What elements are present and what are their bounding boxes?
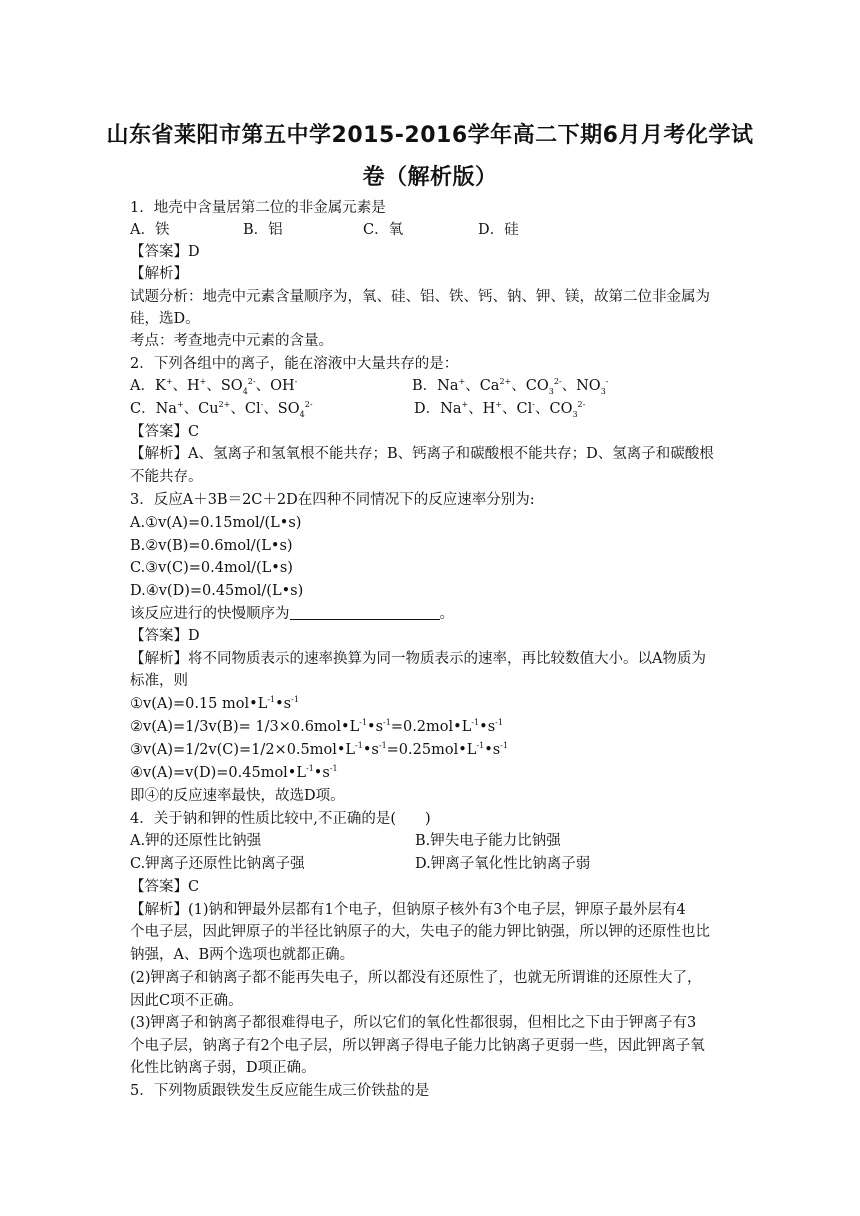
q4-option-d: D.钾离子氧化性比钠离子弱 (415, 856, 591, 872)
q1-stem: 1．地壳中含量居第二位的非金属元素是 (130, 200, 386, 216)
q3-calc-1: ①v(A)=0.15 $mol•L^{-1}•s^{-1}$ (130, 695, 299, 712)
q4-analysis-3-line-1: (3)钾离子和钠离子都很难得电子，所以它们的氧化性都很弱，但相比之下由于钾离子有3 (130, 1015, 697, 1031)
q3-answer: 【答案】D (130, 628, 200, 644)
q5-stem: 5．下列物质跟铁发生反应能生成三价铁盐的是 (130, 1083, 430, 1099)
q3-option-c: C.③v(C)=0.4mol/(L•s) (130, 560, 293, 576)
q3-question-text: 该反应进行的快慢顺序为 (130, 606, 290, 622)
q3-analysis-line-1: 【解析】将不同物质表示的速率换算为同一物质表示的速率，再比较数值大小。以A物质为 (130, 651, 706, 667)
q2-option-a: A．K+、H+、$SO_4^{2-}$、OH- (130, 377, 298, 396)
q2-option-c: C．Na+、$Cu^{2+}$、Cl-、$SO_4^{2-}$ (130, 400, 313, 419)
document-title-line-2: 卷（解析版） (362, 165, 498, 190)
q1-point: 考点：考查地壳中元素的含量。 (130, 333, 333, 349)
q3-calc-2: ②v(A)=1/3v(B)= $1/3\times 0.6mol•L^{-1}•s^{-1}=0.2mol•L^{-1}•s^{-1}$ (130, 718, 503, 735)
q3-question (130, 604, 730, 624)
q3-option-d: D.④v(D)=0.45mol/(L•s) (130, 583, 304, 599)
q3-option-b: B.②v(B)=0.6mol/(L•s) (130, 538, 293, 554)
q4-analysis-1-line-3: 钠强，A、B两个选项也就都正确。 (130, 947, 355, 963)
q4-analysis-1-line-1: 【解析】(1)钠和钾最外层都有1个电子，但钠原子核外有3个电子层，钾原子最外层有4 (130, 902, 686, 918)
q2-option-d: D．Na+、H+、Cl-、$CO_3^{2-}$ (414, 400, 586, 419)
q4-answer: 【答案】C (130, 879, 200, 895)
q1-option-c: C．氧 (363, 222, 404, 238)
q4-stem: 4．关于钠和钾的性质比较中,不正确的是( ) (130, 811, 431, 827)
q2-analysis-line-2: 不能共存。 (130, 469, 203, 485)
q3-calc-4: $④v(A)=v(D)=0.45mol•L^{-1}•s^{-1}$ (130, 764, 338, 781)
q1-analysis-line-1: 试题分析：地壳中元素含量顺序为，氧、硅、铝、铁、钙、钠、钾、镁，故第二位非金属为 (130, 289, 710, 305)
q3-question-end: 。 (439, 606, 454, 622)
answer-blank (290, 605, 440, 620)
q3-conclusion: 即④的反应速率最快，故选D项。 (130, 788, 345, 804)
document-title-line-1: 山东省莱阳市第五中学2015-2016学年高二下期6月月考化学试 (106, 123, 754, 148)
q4-option-a: A.钾的还原性比钠强 (130, 833, 262, 849)
q4-option-b: B.钾失电子能力比钠强 (415, 833, 561, 849)
q3-option-a: A.①v(A)=0.15mol/(L•s) (130, 515, 302, 531)
q1-option-b: B．铝 (243, 222, 283, 238)
q2-stem: 2．下列各组中的离子，能在溶液中大量共存的是： (130, 356, 459, 372)
q3-stem: 3．反应A＋3B＝2C＋2D在四种不同情况下的反应速率分别为: (130, 492, 535, 508)
q4-analysis-2-line-1: (2)钾离子和钠离子都不能再失电子，所以都没有还原性了，也就无所谓谁的还原性大了， (130, 970, 702, 986)
q4-analysis-3-line-3: 化性比钠离子弱，D项正确。 (130, 1060, 316, 1076)
q2-option-b: B．Na+、$Ca^{2+}$、$CO_3^{2-}$、$NO_3^-$ (412, 377, 609, 396)
q2-answer: 【答案】C (130, 424, 200, 440)
q4-analysis-1-line-2: 个电子层，因此钾原子的半径比钠原子的大，失电子的能力钾比钠强，所以钾的还原性也比 (130, 924, 710, 940)
q1-answer: 【答案】D (130, 244, 200, 260)
q1-option-d: D．硅 (478, 222, 519, 238)
q4-analysis-2-line-2: 因此C项不正确。 (130, 993, 243, 1009)
q2-analysis-line-1: 【解析】A、氢离子和氢氧根不能共存；B、钙离子和碳酸根不能共存；D、氢离子和碳酸根 (130, 446, 714, 462)
q1-option-a: A．铁 (130, 222, 170, 238)
q3-analysis-line-2: 标准，则 (130, 673, 188, 689)
q1-analysis-label: 【解析】 (130, 266, 188, 282)
q4-option-c: C.钾离子还原性比钠离子强 (130, 856, 305, 872)
q3-calc-3: $③v(A)=1/2v(C)=1/2\times 0.5mol•L^{-1}•s^{-1}=0.25mol•L^{-1}•s^{-1}$ (130, 741, 508, 758)
q1-analysis-line-2: 硅，选D。 (130, 311, 200, 327)
q4-analysis-3-line-2: 个电子层，钠离子有2个电子层，所以钾离子得电子能力比钠离子更弱一些，因此钾离子氧 (130, 1038, 705, 1054)
